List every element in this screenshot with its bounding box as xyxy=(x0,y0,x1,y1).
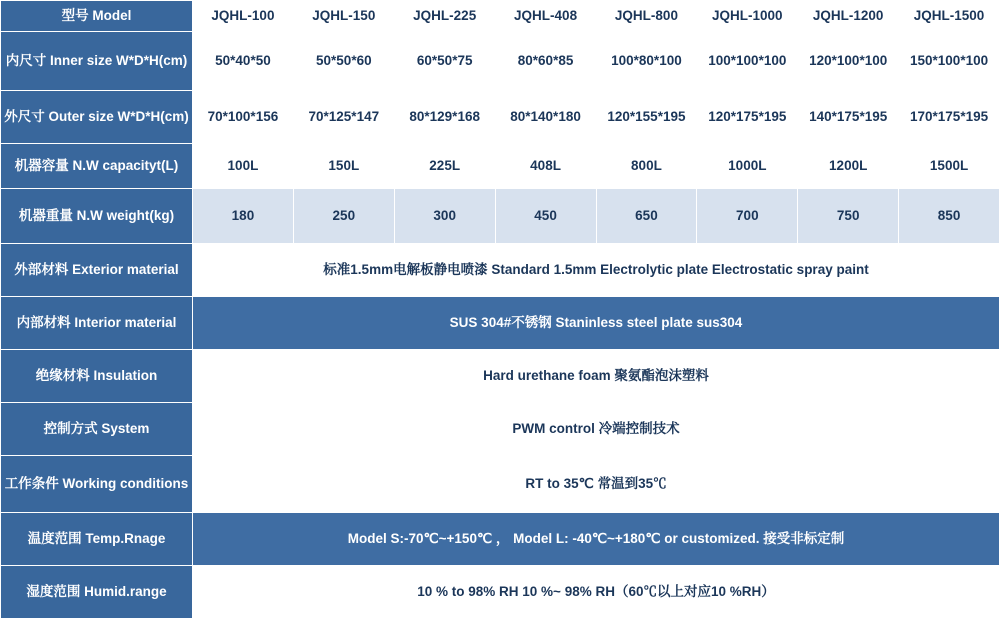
cell-model-5: JQHL-800 xyxy=(596,1,697,32)
cell-outer-4: 80*140*180 xyxy=(495,91,596,144)
cell-model-2: JQHL-150 xyxy=(293,1,394,32)
cell-capacity-1: 100L xyxy=(193,144,294,189)
row-label-weight: 机器重量 N.W weight(kg) xyxy=(1,189,193,244)
table-row xyxy=(1,350,1000,403)
cell-capacity-6: 1000L xyxy=(697,144,798,189)
table-row xyxy=(1,244,1000,297)
table-row xyxy=(1,144,1000,189)
cell-inner-2: 50*50*60 xyxy=(293,32,394,91)
row-label-temp-range: 温度范围 Temp.Rnage xyxy=(1,513,193,566)
row-label-capacity: 机器容量 N.W capacityt(L) xyxy=(1,144,193,189)
row-label-humidity-range: 湿度范围 Humid.range xyxy=(1,566,193,619)
cell-inner-6: 100*100*100 xyxy=(697,32,798,91)
cell-outer-8: 170*175*195 xyxy=(899,91,1000,144)
cell-weight-2: 250 xyxy=(293,189,394,244)
cell-model-6: JQHL-1000 xyxy=(697,1,798,32)
cell-model-8: JQHL-1500 xyxy=(899,1,1000,32)
row-label-working-conditions: 工作条件 Working conditions xyxy=(1,456,193,513)
cell-capacity-5: 800L xyxy=(596,144,697,189)
table-row xyxy=(1,297,1000,350)
row-label-exterior-material: 外部材料 Exterior material xyxy=(1,244,193,297)
cell-inner-7: 120*100*100 xyxy=(798,32,899,91)
cell-model-7: JQHL-1200 xyxy=(798,1,899,32)
cell-inner-8: 150*100*100 xyxy=(899,32,1000,91)
table-row xyxy=(1,456,1000,513)
cell-outer-7: 140*175*195 xyxy=(798,91,899,144)
cell-insulation: Hard urethane foam 聚氨酯泡沫塑料 xyxy=(193,350,1000,403)
table-row xyxy=(1,403,1000,456)
cell-inner-1: 50*40*50 xyxy=(193,32,294,91)
table-row xyxy=(1,91,1000,144)
cell-model-4: JQHL-408 xyxy=(495,1,596,32)
row-label-model: 型号 Model xyxy=(1,1,193,32)
table-row xyxy=(1,513,1000,566)
row-label-system: 控制方式 System xyxy=(1,403,193,456)
cell-weight-4: 450 xyxy=(495,189,596,244)
cell-weight-7: 750 xyxy=(798,189,899,244)
cell-weight-5: 650 xyxy=(596,189,697,244)
cell-working-conditions: RT to 35℃ 常温到35℃ xyxy=(193,456,1000,513)
cell-capacity-8: 1500L xyxy=(899,144,1000,189)
cell-weight-3: 300 xyxy=(394,189,495,244)
cell-capacity-7: 1200L xyxy=(798,144,899,189)
cell-weight-8: 850 xyxy=(899,189,1000,244)
cell-outer-2: 70*125*147 xyxy=(293,91,394,144)
table-row xyxy=(1,189,1000,244)
cell-capacity-3: 225L xyxy=(394,144,495,189)
cell-outer-6: 120*175*195 xyxy=(697,91,798,144)
cell-inner-5: 100*80*100 xyxy=(596,32,697,91)
table-row xyxy=(1,32,1000,91)
table-row xyxy=(1,566,1000,619)
cell-weight-6: 700 xyxy=(697,189,798,244)
cell-capacity-4: 408L xyxy=(495,144,596,189)
cell-humidity-range: 10 % to 98% RH 10 %~ 98% RH（60℃以上对应10 %RH） xyxy=(193,566,1000,619)
row-label-insulation: 绝缘材料 Insulation xyxy=(1,350,193,403)
cell-outer-5: 120*155*195 xyxy=(596,91,697,144)
cell-model-3: JQHL-225 xyxy=(394,1,495,32)
table-row xyxy=(1,1,1000,32)
cell-capacity-2: 150L xyxy=(293,144,394,189)
cell-weight-1: 180 xyxy=(193,189,294,244)
cell-temp-range: Model S:-70℃~+150℃ ， Model L: -40℃~+180℃ or customized. 接受非标定制 xyxy=(193,513,1000,566)
row-label-interior-material: 内部材料 Interior material xyxy=(1,297,193,350)
cell-outer-3: 80*129*168 xyxy=(394,91,495,144)
table-body xyxy=(1,1,1000,619)
cell-inner-4: 80*60*85 xyxy=(495,32,596,91)
cell-exterior-material: 标准1.5mm电解板静电喷漆 Standard 1.5mm Electrolytic plate Electrostatic spray paint xyxy=(193,244,1000,297)
cell-model-1: JQHL-100 xyxy=(193,1,294,32)
cell-outer-1: 70*100*156 xyxy=(193,91,294,144)
cell-interior-material: SUS 304#不锈钢 Staninless steel plate sus304 xyxy=(193,297,1000,350)
cell-inner-3: 60*50*75 xyxy=(394,32,495,91)
cell-system: PWM control 冷端控制技术 xyxy=(193,403,1000,456)
row-label-inner-size: 内尺寸 Inner size W*D*H(cm) xyxy=(1,32,193,91)
row-label-outer-size: 外尺寸 Outer size W*D*H(cm) xyxy=(1,91,193,144)
